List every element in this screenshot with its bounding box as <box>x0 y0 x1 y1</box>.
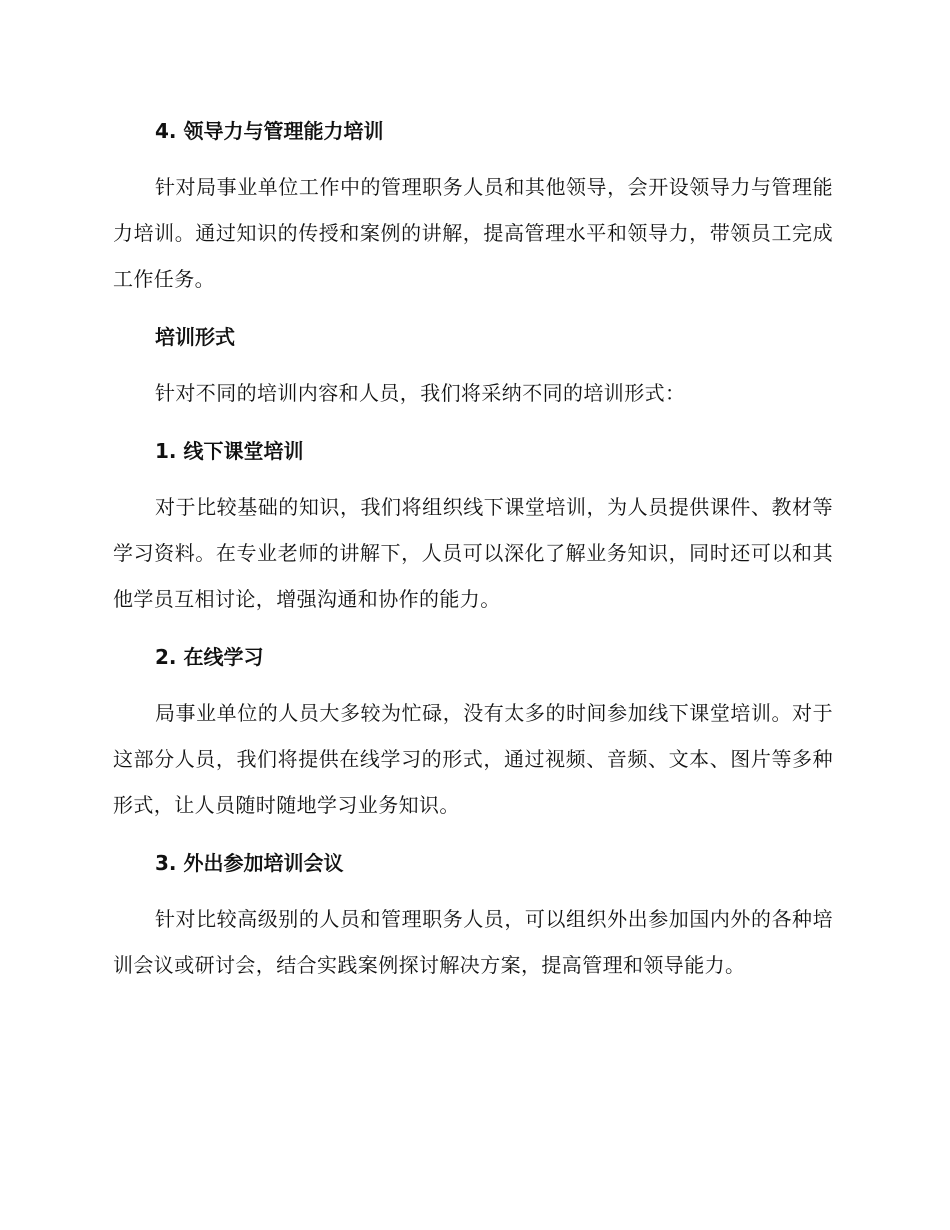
section-paragraph-online-learning: 局事业单位的人员大多较为忙碌，没有太多的时间参加线下课堂培训。对于这部分人员，我们将提供在线学习的形式，通过视频、音频、文本、图片等多种形式，让人员随时随地学习业务知识。 <box>113 701 833 817</box>
section-paragraph-offline-classroom: 对于比较基础的知识，我们将组织线下课堂培训，为人员提供课件、教材等学习资料。在专业老师的讲解下，人员可以深化了解业务知识，同时还可以和其他学员互相讨论，增强沟通和协作的能力。 <box>113 495 833 611</box>
document-body <box>113 108 833 988</box>
section-paragraph-external-conference: 针对比较高级别的人员和管理职务人员，可以组织外出参加国内外的各种培训会议或研讨会，结合实践案例探讨解决方案，提高管理和领导能力。 <box>113 907 833 977</box>
section-heading-external-conference: 3. 外出参加培训会议 <box>155 851 344 875</box>
section-heading-online-learning: 2. 在线学习 <box>155 645 264 669</box>
section-heading-leadership-training: 4. 领导力与管理能力培训 <box>155 119 384 143</box>
section-heading-training-format: 培训形式 <box>155 325 235 349</box>
section-paragraph-training-format: 针对不同的培训内容和人员，我们将采纳不同的培训形式： <box>155 381 686 405</box>
section-paragraph-leadership-training: 针对局事业单位工作中的管理职务人员和其他领导，会开设领导力与管理能力培训。通过知识的传授和案例的讲解，提高管理水平和领导力，带领员工完成工作任务。 <box>113 175 833 291</box>
section-heading-offline-classroom: 1. 线下课堂培训 <box>155 439 304 463</box>
